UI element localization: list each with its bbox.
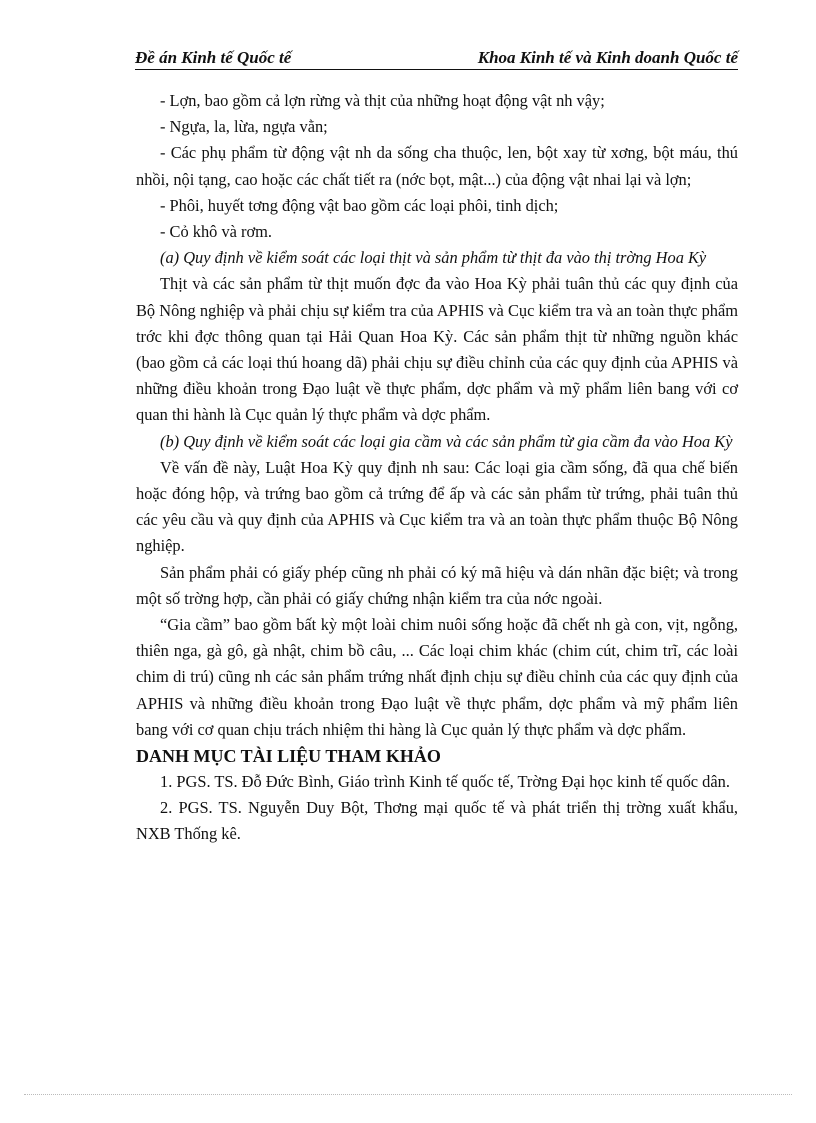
document-body — [136, 88, 738, 848]
list-item-horses: - Ngựa, la, lừa, ngựa vằn; — [160, 117, 328, 137]
paragraph-poultry-definition: “Gia cầm” bao gồm bất kỳ một loài chim nuôi sống hoặc đã chết nh gà con, vịt, ngỗng, thiên nga, gà gô, gà nhật, chim bồ câu, ... Các loại chim khác (chim cút, chim trĩ, các loài chim di trú) cũng nh các sản phẩm trứng nhất định chịu sự điều chỉnh của các quy định của APHIS và những điều khoản trong Đạo luật về thực phẩm, dợc phẩm và mỹ phẩm liên bang với cơ quan chịu trách nhiệm thi hàng là Cục quản lý thực phẩm và dợc phẩm. — [136, 615, 738, 739]
paragraph-permit: Sản phẩm phải có giấy phép cũng nh phải có ký mã hiệu và dán nhãn đặc biệt; và trong một số trờng hợp, cần phải có giấy chứng nhận kiểm tra của nớc ngoài. — [136, 562, 738, 608]
paragraph-meat: Thịt và các sản phẩm từ thịt muốn đợc đa vào Hoa Kỳ phải tuân thủ các quy định của Bộ Nông nghiệp và phải chịu sự kiểm tra của APHIS và Cục kiểm tra và an toàn thực phẩm trớc khi đợc thông quan tại Hải Quan Hoa Kỳ. Các sản phẩm thịt từ những nguồn khác (bao gồm cả các loại thú hoang dã) phải chịu sự điều chỉnh của các quy định của APHIS và những điều khoản trong Đạo luật về thực phẩm, dợc phẩm và mỹ phẩm liên bang với cơ quan thi hành là Cục quản lý thực phẩm và dợc phẩm. — [136, 274, 738, 425]
header-course-title: Đề án Kinh tế Quốc tế — [135, 48, 292, 67]
subheading-meat: (a) Quy định về kiểm soát các loại thịt và sản phẩm từ thịt đa vào thị trờng Hoa Kỳ — [160, 248, 707, 268]
list-item-byproducts: - Các phụ phẩm từ động vật nh da sống cha thuộc, len, bột xay từ xơng, bột máu, thú nhồi, nội tạng, cao hoặc các chất tiết ra (nớc bọt, mật...) của động vật nhai lại và lợn; — [136, 143, 738, 189]
reference-item-1: 1. PGS. TS. Đỗ Đức Bình, Giáo trình Kinh tế quốc tế, Trờng Đại học kinh tế quốc dân. — [160, 772, 730, 792]
header-faculty-title: Khoa Kinh tế và Kinh doanh Quốc tế — [477, 48, 738, 67]
footer-rule — [24, 1094, 792, 1095]
header-rule — [135, 69, 738, 70]
reference-item-2: 2. PGS. TS. Nguyễn Duy Bột, Thơng mại quốc tế và phát triển thị trờng xuất khẩu, NXB Thống kê. — [136, 798, 738, 844]
list-item-hay: - Cỏ khô và rơm. — [160, 222, 273, 242]
list-item-embryos: - Phôi, huyết tơng động vật bao gồm các loại phôi, tinh dịch; — [160, 195, 559, 215]
subheading-poultry: (b) Quy định về kiểm soát các loại gia cầm và các sản phẩm từ gia cầm đa vào Hoa Kỳ — [160, 431, 733, 451]
page-header — [135, 48, 738, 70]
references-title: DANH MỤC TÀI LIỆU THAM KHẢO — [136, 746, 441, 767]
list-item-pigs: - Lợn, bao gồm cả lợn rừng và thịt của những hoạt động vật nh vậy; — [160, 91, 605, 110]
paragraph-poultry-law: Về vấn đề này, Luật Hoa Kỳ quy định nh sau: Các loại gia cầm sống, đã qua chế biến hoặc đóng hộp, và trứng bao gồm cả trứng để ấp và các sản phẩm từ trứng, phải tuân thủ các yêu cầu và quy định của APHIS và Cục kiểm tra và an toàn thực phẩm thuộc Bộ Nông nghiệp. — [136, 457, 738, 556]
